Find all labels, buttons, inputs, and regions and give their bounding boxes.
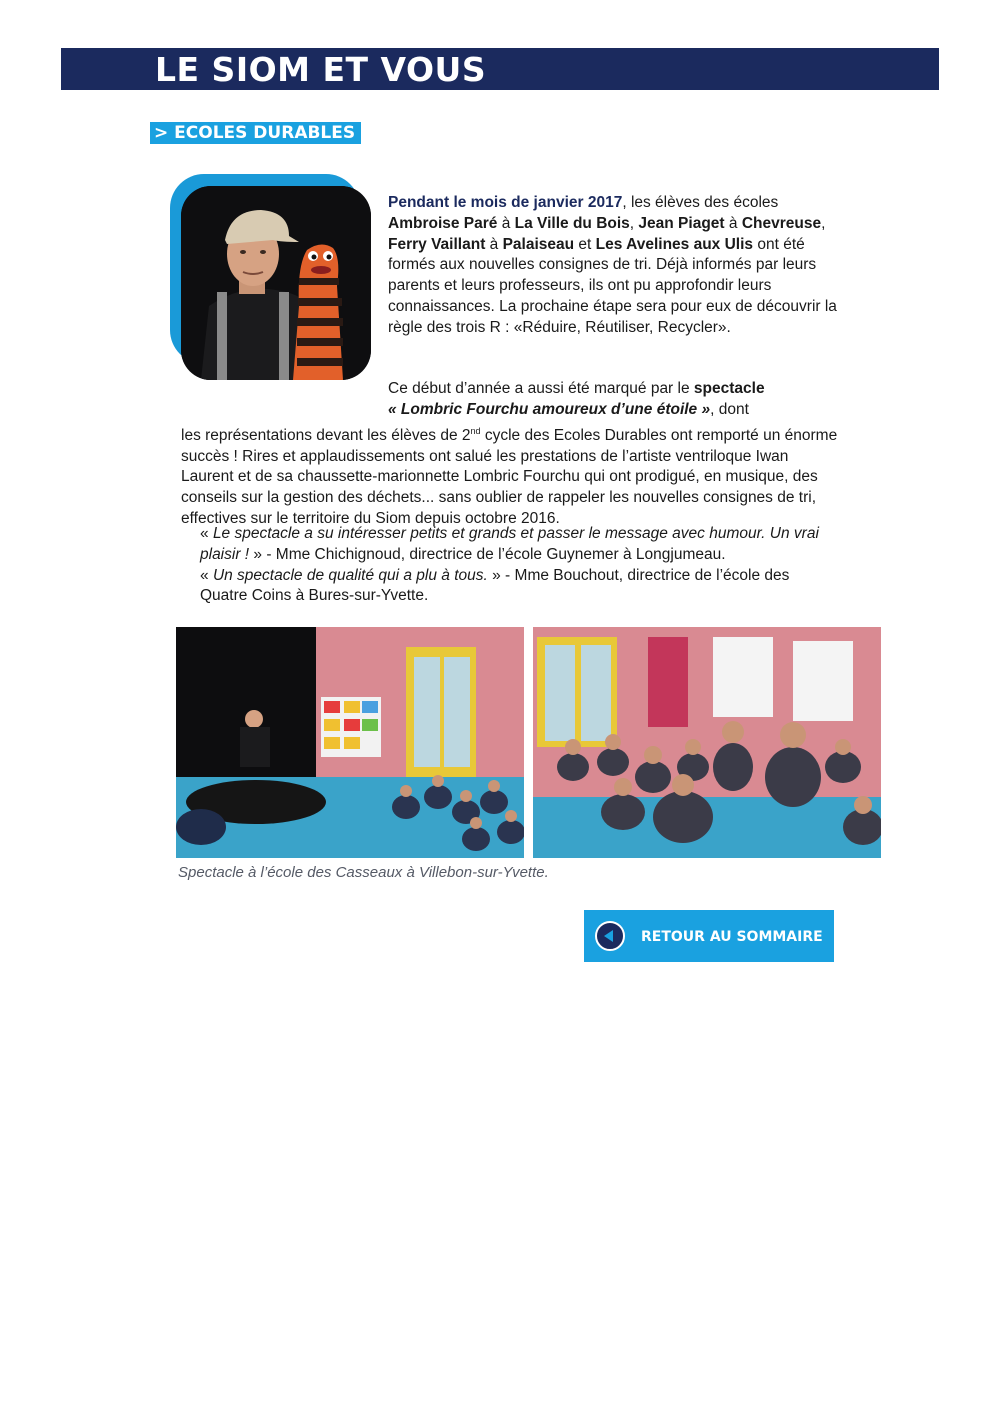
- emphasis-text: spectacle: [693, 380, 765, 397]
- school-name: Ambroise Paré: [388, 214, 498, 232]
- school-name: Jean Piaget: [638, 214, 725, 232]
- town-name: Palaiseau: [502, 235, 575, 253]
- audience-photo: [533, 627, 881, 858]
- intro-text: ,: [629, 214, 639, 232]
- show-stage-photo: [176, 627, 524, 858]
- intro-paragraph: [388, 193, 848, 339]
- show-intro-line: [181, 379, 841, 421]
- back-arrow-icon: [595, 921, 625, 951]
- body-text: , dont: [710, 400, 749, 418]
- intro-text: et: [574, 235, 596, 253]
- intro-text: à: [724, 214, 742, 232]
- quote-open: «: [200, 566, 213, 584]
- page-title: LE SIOM ET VOUS: [155, 50, 487, 89]
- quotes-block: [200, 524, 840, 607]
- artist-portrait-image: [181, 186, 371, 380]
- town-name: Chevreuse: [741, 214, 822, 232]
- photo-caption: Spectacle à l’école des Casseaux à Villebon-sur-Yvette.: [178, 864, 549, 881]
- superscript: nd: [470, 425, 481, 436]
- quote-open: «: [200, 525, 213, 542]
- intro-text: ont été formés aux nouvelles consignes de tri. Déjà informés par leurs parents et leurs professeurs, ils ont pu approfondir leurs connaissances. La prochaine étape sera pour eux de découvrir la règle des trois R : «Réduire, Réutiliser, Recycler».: [388, 235, 837, 336]
- intro-text: , les élèves des écoles: [622, 194, 779, 211]
- quote-attribution: » - Mme Chichignoud, directrice de l’école Guynemer à Longjumeau.: [249, 545, 726, 563]
- back-button-label: RETOUR AU SOMMAIRE: [641, 929, 823, 945]
- town-name: La Ville du Bois: [514, 214, 630, 232]
- quote-text: Le spectacle a su intéresser petits et grands et passer le message avec humour. Un vrai plaisir !: [200, 525, 819, 563]
- school-name: Ferry Vaillant: [388, 235, 486, 253]
- back-to-summary-button[interactable]: [584, 910, 834, 962]
- section-tag: > ECOLES DURABLES: [150, 122, 361, 144]
- intro-lead: Pendant le mois de janvier 2017: [388, 194, 623, 211]
- school-name: Les Avelines aux Ulis: [595, 235, 754, 253]
- body-text: cycle des Ecoles Durables ont remporté un énorme succès ! Rires et applaudissements ont salué les prestations de l’artiste ventriloque Iwan Laurent et de sa chaussette-marionnette Lombric Fourchu qui ont prodigué, en musique, des conseils sur la gestion des déchets... sans oublier de rappeler les nouvelles consignes de tri, effectives sur le territoire du Siom depuis octobre 2016.: [181, 426, 838, 527]
- intro-text: ,: [821, 214, 826, 232]
- intro-text: à: [497, 214, 515, 232]
- body-text: les représentations devant les élèves de 2: [181, 426, 471, 444]
- intro-text: à: [485, 235, 503, 253]
- quote-text: Un spectacle de qualité qui a plu à tous.: [212, 566, 488, 584]
- quote-attribution: » - Mme Bouchout, directrice de l’école des Quatre Coins à Bures-sur-Yvette.: [200, 566, 790, 605]
- body-text: Ce début d’année a aussi été marqué par le: [388, 380, 694, 397]
- show-paragraph: [181, 379, 841, 530]
- show-title: « Lombric Fourchu amoureux d’une étoile »: [388, 400, 711, 418]
